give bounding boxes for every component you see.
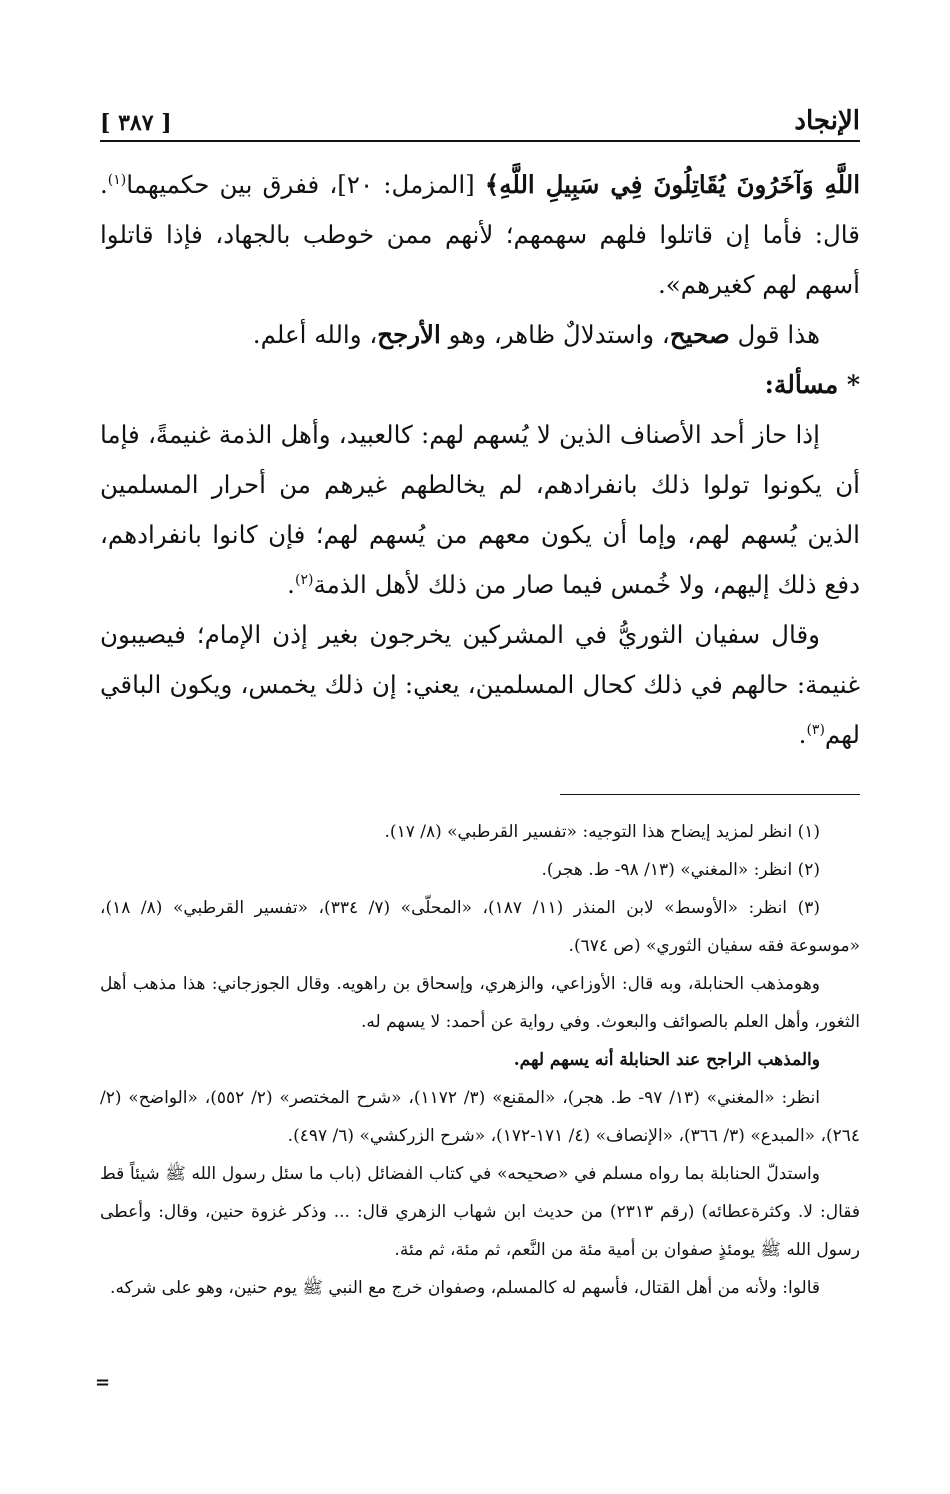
footnote-3-paragraph-2: وهومذهب الحنابلة، وبه قال: الأوزاعي، والزهري، وإسحاق بن راهويه. وقال الجوزجاني: هذا مذهب أهل الثغور، وأهل العلم بالصوائف والبعوث. وفي رواية عن أحمد: لا يسهم له. (100, 974, 860, 1032)
bold-word-arjah: الأرجح (377, 320, 441, 349)
paragraph-2 (100, 310, 860, 360)
paragraph-1-text: [المزمل: ٢٠]، ففرق بين حكميهما (126, 170, 485, 199)
footnotes (100, 813, 860, 1307)
footnote-ref-1[interactable]: (١) (107, 171, 127, 188)
footnote-ref-2[interactable]: (٢) (294, 571, 314, 588)
paragraph-1-text-2: . قال: فأما إن قاتلوا فلهم سهمهم؛ لأنهم ممن خوطب بالجهاد، فإذا قاتلوا أسهم لهم كغيرهم». (100, 170, 860, 299)
quran-verse: اللَّهِ وَآخَرُونَ يُقَاتِلُونَ فِي سَبِيلِ اللَّهِ﴾ (484, 170, 860, 199)
paragraph-2-suffix: ، والله أعلم. (252, 320, 378, 349)
paragraph-4-text: وقال سفيان الثوريُّ في المشركين يخرجون بغير إذن الإمام؛ فيصيبون غنيمة: حالهم في ذلك كحال المسلمين، يعني: إن ذلك يخمس، ويكون الباقي لهم (100, 620, 860, 749)
paragraph-2-middle: ، واستدلالٌ ظاهر، وهو (440, 320, 670, 349)
footnote-2: (٢) انظر: «المغني» (١٣/ ٩٨- ط. هجر). (541, 860, 820, 880)
paragraph-4 (100, 610, 860, 760)
footnote-3-paragraph-4: انظر: «المغني» (١٣/ ٩٧- ط. هجر)، «المقنع» (٣/ ١١٧٢)، «شرح المختصر» (٢/ ٥٥٢)، «الواضح» (٢/ ٢٦٤)، «المبدع» (٣/ ٣٦٦)، «الإنصاف» (٤/ ١٧١-١٧٢)، «شرح الزركشي» (٦/ ٤٩٧). (100, 1088, 860, 1146)
paragraph-2-prefix: هذا قول (729, 320, 820, 349)
bold-word-sahih: صحيح (669, 320, 730, 349)
footnote-3-paragraph-3: والمذهب الراجح عند الحنابلة أنه يسهم لهم. (513, 1050, 820, 1070)
paragraph-3 (100, 410, 860, 610)
running-title: الإنجاد (794, 106, 860, 136)
paragraph-4-end: . (798, 720, 807, 749)
footnote-3-paragraph-5: واستدلّ الحنابلة بما رواه مسلم في «صحيحه» في كتاب الفضائل (باب ما سئل رسول الله ﷺ شيئاً قط فقال: لا. وكثرةعطائه) (رقم ٢٣١٣) من حديث ابن شهاب الزهري قال: ... وذكر غزوة حنين، وقال: وأعطى رسول الله ﷺ يومئذٍ صفوان بن أمية مئة من النَّعم، ثم مئة، ثم مئة. (100, 1164, 860, 1260)
footnote-1: (١) انظر لمزيد إيضاح هذا التوجيه: «تفسير القرطبي» (٨/ ١٧). (384, 822, 820, 842)
paragraph-3-end: . (287, 570, 295, 599)
page-number: [ ٣٨٧ ] (100, 110, 172, 136)
footnote-ref-3[interactable]: (٣) (806, 721, 825, 738)
paragraph-3-text: إذا حاز أحد الأصناف الذين لا يُسهم لهم: كالعبيد، وأهل الذمة غنيمةً، فإما أن يكونوا تولوا ذلك بانفرادهم، لم يخالطهم غيرهم من أحرار المسلمين الذين يُسهم لهم، وإما أن يكون معهم من يُسهم لهم؛ فإن كانوا بانفرادهم، دفع ذلك إليهم، ولا خُمس فيما صار من ذلك لأهل الذمة (100, 420, 860, 599)
continuation-mark: = (95, 1372, 111, 1393)
footnote-3-paragraph-6: قالوا: ولأنه من أهل القتال، فأسهم له كالمسلم، وصفوان خرج مع النبي ﷺ يوم حنين، وهو على شركه. (110, 1278, 820, 1298)
paragraph-1 (100, 160, 860, 310)
section-heading: * مسألة: (764, 370, 860, 399)
footnote-separator (560, 794, 860, 795)
main-text (100, 160, 860, 760)
footnote-3: (٣) انظر: «الأوسط» لابن المنذر (١١/ ١٨٧)، «المحلّى» (٧/ ٣٣٤)، «تفسير القرطبي» (٨/ ١٨)، «موسوعة فقه سفيان الثوري» (ص ٦٧٤). (100, 898, 860, 956)
running-header (100, 88, 860, 142)
book-page (100, 88, 860, 1307)
